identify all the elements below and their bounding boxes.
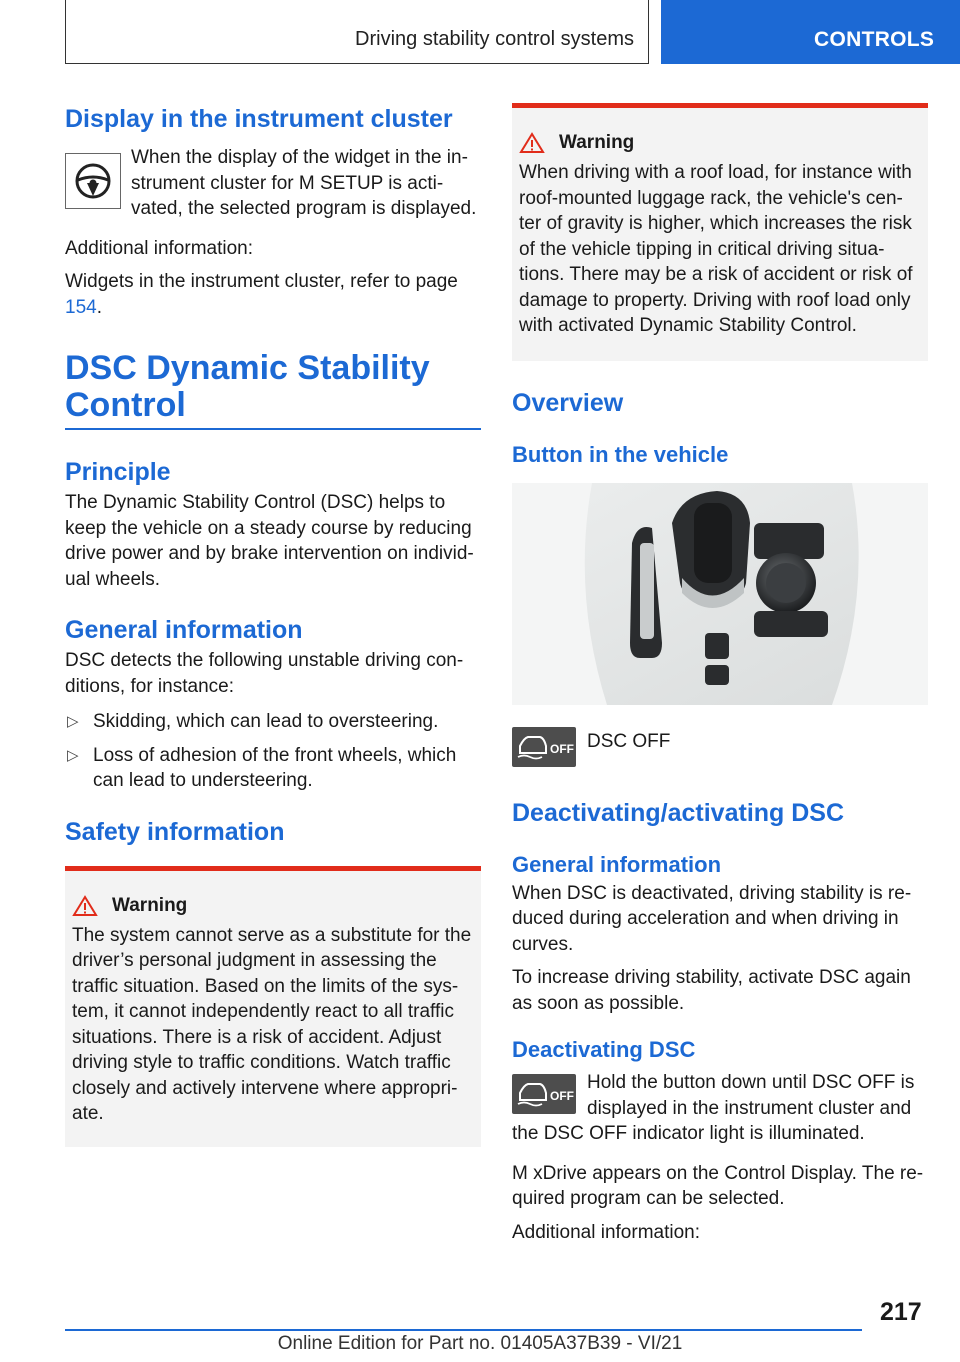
header-section-title: Driving stability control systems [355,28,634,50]
warning-triangle-icon [72,895,98,917]
increase-stability-text: To increase driving stability, activate DSC again as soon as possible. [512,967,911,1014]
principle-heading: Principle [65,458,171,486]
online-edition-label: Online Edition for Part no. 01405A37B39 - VI/21 [277,1333,683,1354]
warning-label: Warning [112,894,188,916]
widgets-reference [65,269,481,320]
warning-label: Warning [559,132,635,153]
widgets-page-link[interactable]: 154 [65,296,97,318]
footer-rule [65,1329,862,1331]
page-number: 217 [880,1298,922,1326]
dsc-off-button-row [512,727,928,767]
deactivating-text: Hold the button down until DSC OFF is displayed in the instrument cluster and the DSC OFF indicator light is illuminated. [512,1072,915,1144]
button-in-vehicle-heading: Button in the vehicle [512,441,729,467]
warning-title [519,132,920,154]
dsc-title: DSC Dynamic Stability Control [65,349,430,424]
deactivated-text: When DSC is deactivated, driving stability is re-duced during acceleration and when driving in curves. [512,882,912,955]
warning-box [65,866,481,1147]
widgets-ref-prefix: Widgets in the instrument cluster, refer to page [65,271,458,292]
steering-wheel-icon [65,153,121,209]
deactivating-activating-heading: Deactivating/activating DSC [512,798,845,827]
svg-text:OFF: OFF [550,741,574,756]
svg-text:OFF: OFF [550,1089,574,1103]
additional-info-label: Additional information: [65,237,253,259]
dsc-title-rule [65,428,481,430]
principle-text: The Dynamic Stability Control (DSC) helps to keep the vehicle on a steady course by reducing drive power and by brake intervention on individ-ual wheels. [65,492,474,590]
overview-heading: Overview [512,388,624,417]
warning-triangle-icon [519,132,545,154]
roof-load-warning-box [512,103,928,361]
widgets-ref-suffix: . [96,296,102,318]
general-info-heading: General information [65,616,303,644]
general-info-heading-right: General information [512,851,722,877]
dsc-off-label: DSC OFF [587,730,671,752]
display-heading: Display in the instrument cluster [65,105,453,133]
list-item: ▷ Skidding, which can lead to oversteering. [65,709,481,735]
warning-title [72,895,473,917]
additional-info-label-right: Additional information: [512,1221,700,1243]
display-block [65,145,481,222]
right-column [512,103,928,1245]
warning-text: When driving with a roof load, for instance with roof-mounted luggage rack, the vehicle's cen-ter of gravity is higher, which increases the risk of the vehicle tipping in critical driving situa-tions. There may be a risk of accident or risk of damage to property. Driving with roof load only with activated Dynamic Stability Control. [519,162,913,336]
warning-text: The system cannot serve as a substitute for the driver’s personal judgment in assessing the traffic situation. Based on the limits of the sys-tem, it cannot independently react to all traffic situations. There is a risk of accident. Adjust driving style to traffic conditions. Watch traffic closely and actively intervene where appropri-ate. [72,924,472,1124]
display-text: When the display of the widget in the in-strument cluster for M SETUP is acti-vated, the selected program is displayed. [131,147,477,219]
mxdrive-text: M xDrive appears on the Control Display. The re-quired program can be selected. [512,1162,924,1209]
header-section-tab [65,0,649,64]
deactivating-block [512,1070,928,1147]
safety-info-heading: Safety information [65,817,285,846]
deactivating-dsc-heading: Deactivating DSC [512,1037,696,1062]
dsc-off-button-icon [512,727,576,767]
left-column [65,100,481,1147]
list-item: ▷ Loss of adhesion of the front wheels, which can lead to understeering. [65,743,481,794]
general-info-text: DSC detects the following unstable driving con-ditions, for instance: [65,650,464,697]
dsc-off-button-icon [512,1074,576,1114]
center-console-photo [512,483,928,705]
header-chapter-label: CONTROLS [814,28,935,51]
conditions-list [65,709,481,794]
header-chapter-tab[interactable] [661,0,960,64]
